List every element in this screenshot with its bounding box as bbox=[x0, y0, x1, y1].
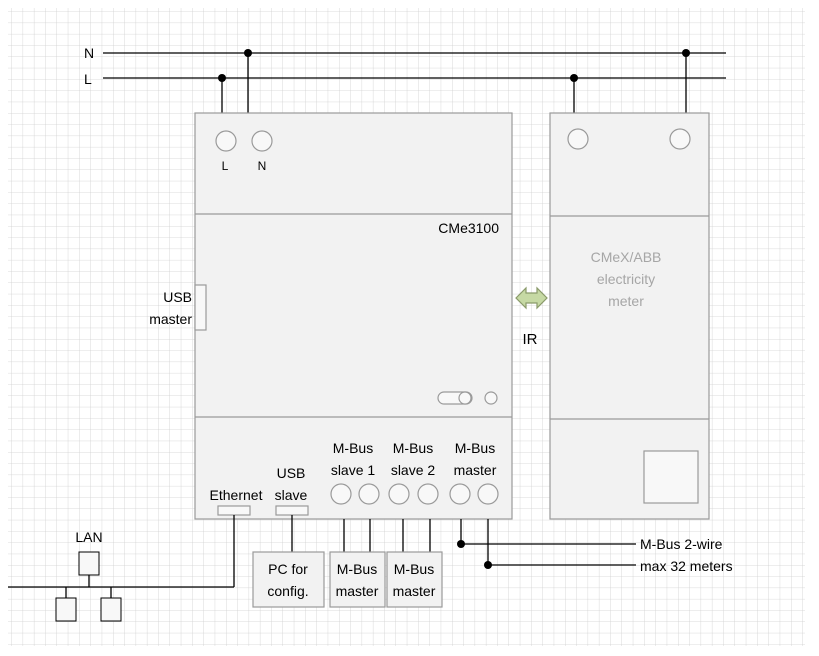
terminal-n-label: N bbox=[257, 159, 267, 173]
lan-node bbox=[101, 598, 121, 621]
terminal-l bbox=[216, 131, 236, 151]
terminal-n bbox=[252, 131, 272, 151]
mbus-master-label: master bbox=[453, 462, 497, 478]
cme-body bbox=[195, 113, 512, 519]
lan-label: LAN bbox=[75, 529, 103, 545]
mbus-master-label: M-Bus bbox=[454, 440, 496, 456]
mbus-terminal bbox=[359, 484, 379, 504]
device-model-label: CMe3100 bbox=[438, 220, 499, 236]
junction-dot bbox=[484, 561, 492, 569]
meter-label: meter bbox=[608, 293, 644, 309]
mbus-terminal bbox=[418, 484, 438, 504]
status-led bbox=[485, 392, 497, 404]
cme3100-device bbox=[149, 113, 512, 519]
mbus-master-box-label: master bbox=[335, 583, 379, 599]
mbus-terminal bbox=[450, 484, 470, 504]
ethernet-label: Ethernet bbox=[209, 487, 263, 503]
mbus-slave2-label: M-Bus bbox=[392, 440, 434, 456]
pc-config-label: PC for bbox=[268, 561, 308, 577]
usb-master-label: USB bbox=[163, 289, 192, 305]
usb-slave-label: slave bbox=[274, 487, 308, 503]
ir-label: IR bbox=[522, 331, 538, 348]
mbus-terminal bbox=[478, 484, 498, 504]
usb-master-port bbox=[195, 285, 206, 330]
pc-config-box bbox=[253, 552, 324, 607]
junction-dot bbox=[218, 74, 226, 82]
meter-label: CMeX/ABB bbox=[590, 249, 662, 265]
mbus-2wire-label: M-Bus 2-wire bbox=[640, 536, 723, 552]
usb-slave-label: USB bbox=[276, 465, 306, 481]
meter-terminal bbox=[670, 129, 690, 149]
mbus-terminal bbox=[389, 484, 409, 504]
mbus-slave1-label: M-Bus bbox=[332, 440, 374, 456]
meter-display bbox=[644, 451, 698, 503]
meter-label: electricity bbox=[596, 271, 656, 287]
mbus-master-box-label: M-Bus bbox=[336, 561, 378, 577]
mbus-slave2-label: slave 2 bbox=[390, 462, 436, 478]
l-rail-label: L bbox=[84, 71, 92, 87]
electricity-meter bbox=[550, 113, 709, 519]
pc-config-label: config. bbox=[267, 583, 309, 599]
mbus-max-meters-label: max 32 meters bbox=[640, 558, 733, 574]
lan-node bbox=[56, 598, 76, 621]
mbus-master-box-label: master bbox=[392, 583, 436, 599]
mbus-master-box-2 bbox=[387, 552, 442, 607]
meter-terminal bbox=[568, 129, 588, 149]
junction-dot bbox=[570, 74, 578, 82]
mbus-master-box-1 bbox=[330, 552, 385, 607]
lan-hub bbox=[79, 552, 99, 575]
usb-master-label: master bbox=[149, 311, 192, 327]
mbus-master-box-label: M-Bus bbox=[393, 561, 435, 577]
ethernet-port bbox=[218, 506, 250, 515]
mbus-terminal bbox=[331, 484, 351, 504]
junction-dot bbox=[682, 49, 690, 57]
junction-dot bbox=[457, 540, 465, 548]
n-rail-label: N bbox=[84, 45, 95, 61]
usb-slave-port bbox=[276, 506, 308, 515]
terminal-l-label: L bbox=[221, 159, 229, 173]
junction-dot bbox=[244, 49, 252, 57]
mbus-slave1-label: slave 1 bbox=[330, 462, 376, 478]
